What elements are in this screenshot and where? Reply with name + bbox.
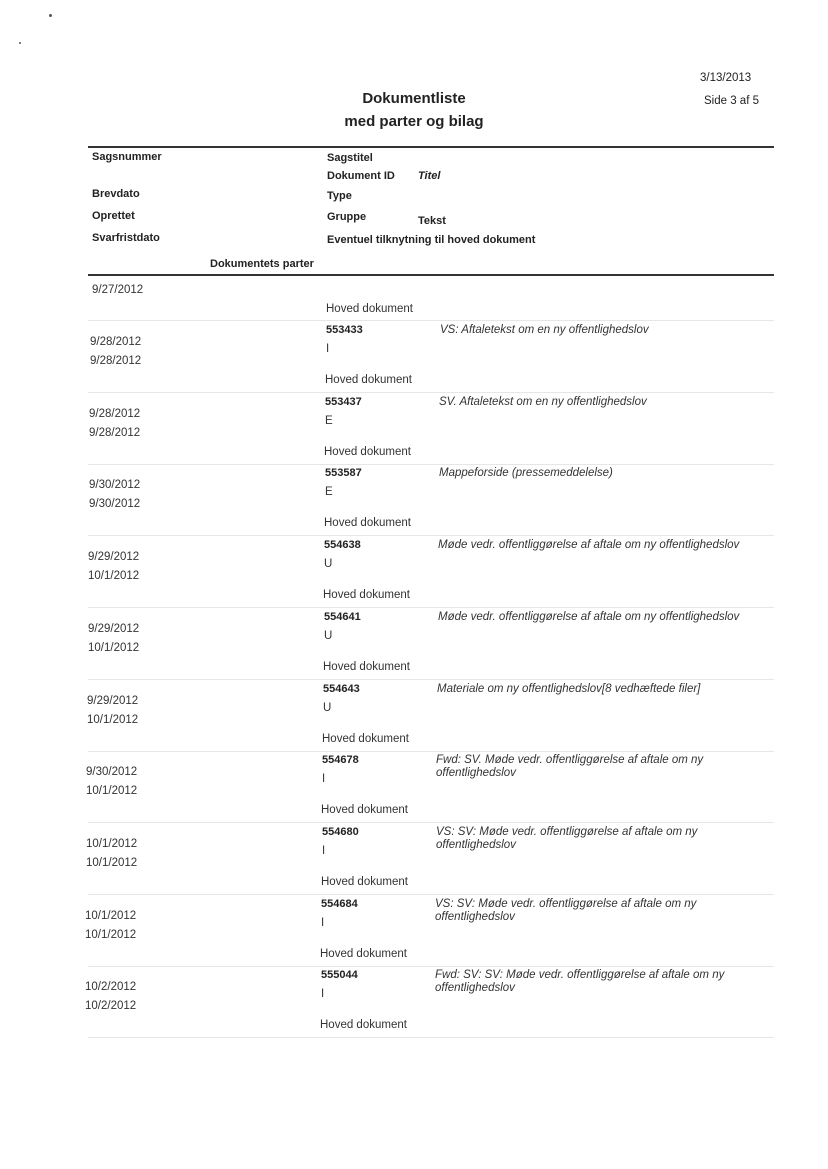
scan-speck <box>19 42 21 44</box>
oprettet-date: 10/1/2012 <box>88 570 140 583</box>
document-type: I <box>321 988 325 1001</box>
oprettet-date: 10/2/2012 <box>85 1000 137 1013</box>
brevdato: 9/28/2012 <box>90 336 142 348</box>
continued-hoved-dokument: Hoved dokument <box>326 303 413 315</box>
row-separator <box>88 894 774 895</box>
print-date: 3/13/2013 <box>700 72 752 84</box>
scan-speck <box>49 14 52 17</box>
header-top-rule <box>88 146 774 148</box>
continued-date: 9/27/2012 <box>92 284 144 296</box>
oprettet-date: 9/30/2012 <box>89 498 141 511</box>
document-title: Møde vedr. offentliggørelse af aftale om ny offentlighedslov <box>438 539 740 552</box>
document-type: U <box>323 701 332 714</box>
brevdato: 9/29/2012 <box>88 551 140 564</box>
document-title: VS: SV: Møde vedr. offentliggørelse af aftale om ny offentlighedslov <box>436 825 698 851</box>
document-id: 554684 <box>321 897 358 910</box>
document-type: I <box>326 343 330 355</box>
hoved-dokument-label: Hoved dokument <box>321 804 408 817</box>
oprettet-date: 10/1/2012 <box>88 641 140 654</box>
col-type: Type <box>327 190 352 202</box>
col-sagstitel: Sagstitel <box>327 152 373 164</box>
document-type: U <box>324 629 333 642</box>
document-title: VS: Aftaletekst om en ny offentlighedslov <box>440 324 649 336</box>
brevdato: 10/1/2012 <box>85 909 137 922</box>
col-tilknytning: Eventuel tilknytning til hoved dokument <box>327 234 536 246</box>
document-id: 553433 <box>326 324 363 336</box>
brevdato: 10/1/2012 <box>86 837 138 850</box>
hoved-dokument-label: Hoved dokument <box>320 1019 407 1032</box>
col-dokument-id: Dokument ID <box>327 170 395 182</box>
row-separator <box>88 966 774 967</box>
row-separator <box>88 464 774 465</box>
document-id: 554678 <box>322 754 359 767</box>
hoved-dokument-label: Hoved dokument <box>323 660 410 673</box>
document-title: Materiale om ny offentlighedslov[8 vedhæftede filer] <box>437 682 701 695</box>
document-title: VS: SV: Møde vedr. offentliggørelse af aftale om ny offentlighedslov <box>435 897 697 923</box>
document-title: Fwd: SV: SV: Møde vedr. offentliggørelse af aftale om ny offentlighedslov <box>435 969 725 995</box>
document-title: SV. Aftaletekst om en ny offentlighedslov <box>439 395 647 408</box>
oprettet-date: 10/1/2012 <box>86 856 138 869</box>
brevdato: 9/29/2012 <box>88 622 140 635</box>
row-separator <box>88 392 774 393</box>
document-id: 554643 <box>323 682 360 695</box>
document-type: I <box>321 916 325 929</box>
document-id: 554638 <box>324 539 361 552</box>
col-tekst: Tekst <box>418 215 446 227</box>
document-type: U <box>324 558 333 571</box>
page-title: Dokumentliste <box>362 90 466 107</box>
col-oprettet: Oprettet <box>92 210 135 222</box>
hoved-dokument-label: Hoved dokument <box>320 947 407 960</box>
col-svarfristdato: Svarfristdato <box>92 232 160 244</box>
col-brevdato: Brevdato <box>92 188 140 200</box>
page-number: Side 3 af 5 <box>704 95 759 107</box>
document-type: E <box>325 414 333 427</box>
row-separator <box>88 751 774 752</box>
row-separator <box>88 535 774 536</box>
col-parter: Dokumentets parter <box>210 258 314 270</box>
document-title: Møde vedr. offentliggørelse af aftale om ny offentlighedslov <box>438 610 740 623</box>
brevdato: 9/30/2012 <box>89 479 141 492</box>
document-type: I <box>322 844 326 857</box>
hoved-dokument-label: Hoved dokument <box>322 732 409 745</box>
document-id: 553437 <box>325 395 362 408</box>
hoved-dokument-label: Hoved dokument <box>324 517 411 530</box>
oprettet-date: 10/1/2012 <box>86 785 138 798</box>
col-gruppe: Gruppe <box>327 211 367 223</box>
row-separator <box>88 679 774 680</box>
row-separator <box>88 1037 774 1038</box>
row-separator <box>88 822 774 823</box>
document-id: 555044 <box>321 969 358 982</box>
document-title: Mappeforside (pressemeddelelse) <box>439 467 613 480</box>
page-subtitle: med parter og bilag <box>344 113 484 130</box>
brevdato: 9/30/2012 <box>86 766 138 779</box>
row-separator <box>88 320 774 321</box>
col-titel: Titel <box>418 170 441 182</box>
hoved-dokument-label: Hoved dokument <box>323 589 410 602</box>
oprettet-date: 9/28/2012 <box>90 355 142 367</box>
oprettet-date: 10/1/2012 <box>85 928 137 941</box>
hoved-dokument-label: Hoved dokument <box>324 445 411 458</box>
brevdato: 10/2/2012 <box>85 981 137 994</box>
brevdato: 9/29/2012 <box>87 694 139 707</box>
brevdato: 9/28/2012 <box>89 407 141 420</box>
document-title: Fwd: SV. Møde vedr. offentliggørelse af aftale om ny offentlighedslov <box>436 754 704 780</box>
hoved-dokument-label: Hoved dokument <box>325 374 412 386</box>
document-id: 553587 <box>325 467 362 480</box>
header-bottom-rule <box>88 274 774 276</box>
hoved-dokument-label: Hoved dokument <box>321 875 408 888</box>
oprettet-date: 9/28/2012 <box>89 426 141 439</box>
document-type: I <box>322 773 326 786</box>
col-sagsnummer: Sagsnummer <box>92 151 162 163</box>
document-id: 554641 <box>324 610 361 623</box>
document-type: E <box>325 486 333 499</box>
row-separator <box>88 607 774 608</box>
document-id: 554680 <box>322 825 359 838</box>
oprettet-date: 10/1/2012 <box>87 713 139 726</box>
